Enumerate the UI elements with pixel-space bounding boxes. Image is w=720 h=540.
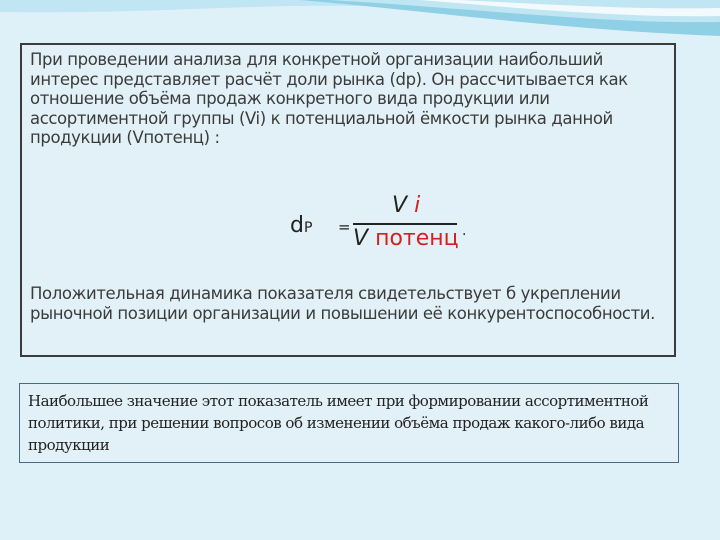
intro-paragraph: При проведении анализа для конкретной организации наибольший интерес представляет расчёт доли рынка (dp). Он рассчитывается как отношение объёма продаж конкретного вида продукции или ассортиментной группы (Vi) к потенциальной ёмкости рынка данной продукции (Vпотенц) : bbox=[30, 50, 628, 147]
formula-equals: = bbox=[338, 218, 351, 236]
importance-paragraph: Наибольшее значение этот показатель имеет при формировании ассортиментной политики, при решении вопросов об изменении объёма продаж какого-либо вида продукции bbox=[28, 392, 649, 454]
formula-lhs: dP bbox=[290, 213, 313, 238]
formula-denominator: V потенц bbox=[353, 226, 459, 251]
formula-dot: . bbox=[462, 223, 467, 239]
dynamics-paragraph: Положительная динамика показателя свидетельствует б укреплении рыночной позиции организации и повышении её конкурентоспособности. bbox=[30, 284, 655, 323]
formula-lhs-subscript: P bbox=[303, 220, 313, 236]
fraction-bar bbox=[353, 223, 457, 225]
formula-numerator: V i bbox=[392, 193, 421, 218]
definition-box bbox=[20, 43, 676, 357]
market-share-formula bbox=[290, 193, 470, 265]
importance-box bbox=[19, 383, 679, 463]
